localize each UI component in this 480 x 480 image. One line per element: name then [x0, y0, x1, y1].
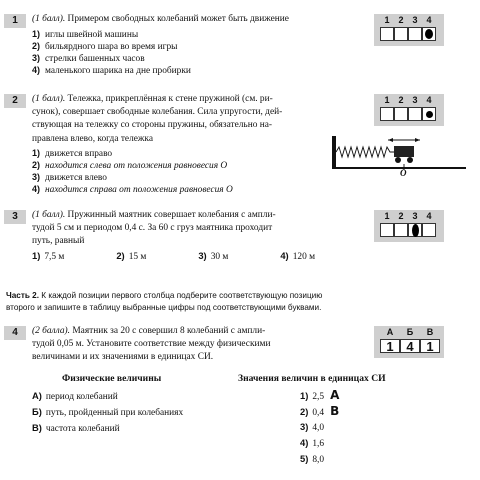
question-3-choices	[32, 250, 315, 262]
question-3-answer-grid: 1 2 3 4	[380, 211, 436, 237]
question-4-number: 4	[4, 326, 26, 340]
left-item-v: В) частота колебаний	[32, 422, 120, 434]
handwritten-letter: В	[330, 404, 340, 418]
answer-mark	[425, 29, 433, 39]
question-2-stem: (1 балл). Тележка, прикреплённая к стене пружиной (см. ри- сунок), совершает свободные колебания. Сила упругости, дей- ствующая на тележку со стороны пружины, обязательно на- правлена влево, когда тележка	[32, 94, 283, 144]
answer-cell-1[interactable]	[380, 27, 394, 41]
left-item-b: Б) путь, пройденный при колебаниях	[32, 406, 184, 418]
question-2-answer-grid: 1 2 3 4	[380, 95, 436, 121]
question-4-points: (2 балла).	[32, 326, 70, 336]
question-2-option-3[interactable]: 3) движется влево	[32, 172, 107, 183]
answer-cell-3[interactable]	[408, 107, 422, 121]
question-4-answer-grid: А Б В 1 4 1	[380, 327, 440, 353]
handwritten-letter: А	[330, 388, 340, 402]
question-2-number: 2	[4, 94, 26, 108]
question-3-number: 3	[4, 210, 26, 224]
arrow-left-head	[388, 138, 393, 142]
arrow-right-head	[415, 138, 420, 142]
question-1-option-3[interactable]: 3) стрелки башенных часов	[32, 53, 145, 64]
answer-cell-b[interactable]: 4	[400, 339, 420, 353]
spring-icon	[336, 147, 394, 157]
question-1-option-2[interactable]: 2) бильярдного шара во время игры	[32, 41, 178, 52]
question-3-option-2[interactable]: 2) 15 м	[116, 250, 147, 262]
wall	[332, 136, 336, 168]
answer-cell-1[interactable]	[380, 223, 394, 237]
answer-cell-2[interactable]	[394, 223, 408, 237]
answer-cell-4[interactable]	[422, 107, 436, 121]
question-1-stem	[32, 13, 289, 26]
right-item-4: 4) 1,6	[300, 437, 325, 449]
question-2-points: (1 балл).	[32, 94, 66, 104]
cart-wheel	[395, 157, 401, 163]
answer-cell-4[interactable]	[422, 27, 436, 41]
question-1-number: 1	[4, 14, 26, 28]
right-item-2: 2) 0,4 В	[300, 404, 340, 418]
question-1-option-1[interactable]: 1) иглы швейной машины	[32, 29, 139, 40]
question-1-text: Примером свободных колебаний может быть движение	[67, 14, 289, 24]
answer-cell-2[interactable]	[394, 107, 408, 121]
answer-cell-3[interactable]	[408, 27, 422, 41]
question-1-option-4[interactable]: 4) маленького шарика на дне пробирки	[32, 65, 191, 76]
question-3-points: (1 балл).	[32, 210, 66, 220]
question-4-stem: (2 балла). Маятник за 20 с совершил 8 колебаний с ампли- тудой 0,05 м. Установите соответствие между физическими величинами и их значениями в единицах СИ.	[32, 326, 271, 363]
answer-cell-4[interactable]	[422, 223, 436, 237]
part-2-label: Часть 2.	[6, 291, 40, 300]
answer-mark	[426, 111, 433, 118]
cart	[394, 146, 414, 157]
left-column-header: Физические величины	[62, 373, 162, 384]
right-column-header: Значения величин в единицах СИ	[238, 373, 386, 384]
answer-cell-1[interactable]	[380, 107, 394, 121]
left-item-a: А) период колебаний	[32, 390, 118, 402]
right-item-3: 3) 4,0	[300, 421, 325, 433]
question-2-option-4[interactable]: 4) находится справа от положения равновесия O	[32, 184, 233, 195]
answer-cell-2[interactable]	[394, 27, 408, 41]
question-3-option-4[interactable]: 4) 120 м	[280, 250, 316, 262]
answer-cell-a[interactable]: 1	[380, 339, 400, 353]
question-2-option-2[interactable]: 2) находится слева от положения равновесия O	[32, 160, 228, 171]
question-3-option-3[interactable]: 3) 30 м	[198, 250, 229, 262]
cart-wheel	[407, 157, 413, 163]
part-2-instructions: Часть 2. К каждой позиции первого столбца подберите соответствующую позицию второго и запишите в таблицу выбранные цифры под соответствующими буквами.	[6, 291, 323, 312]
right-item-5: 5) 8,0	[300, 453, 325, 465]
answer-cell-v[interactable]: 1	[420, 339, 440, 353]
question-3-stem: (1 балл). Пружинный маятник совершает колебания с ампли- тудой 5 см и периодом 0,4 с. За 60 с груз маятника проходит путь, равный	[32, 210, 276, 247]
figure-label-o: O	[400, 168, 407, 178]
right-item-1: 1) 2,5 А	[300, 388, 340, 402]
question-2-option-1[interactable]: 1) движется вправо	[32, 148, 113, 159]
question-3-option-1[interactable]: 1) 7,5 м	[32, 250, 65, 262]
answer-cell-3[interactable]	[408, 223, 422, 237]
answer-mark	[412, 224, 419, 237]
question-1-points: (1 балл).	[32, 14, 66, 24]
question-1-answer-grid: 1 2 3 4	[380, 15, 436, 41]
